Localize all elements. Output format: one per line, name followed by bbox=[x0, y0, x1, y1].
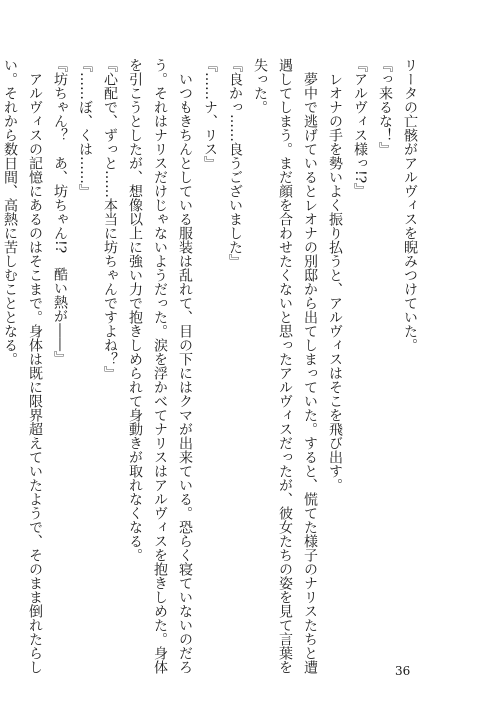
page-number: 36 bbox=[395, 664, 411, 678]
text-line: 『っ来るな！』 bbox=[377, 58, 393, 156]
text-line: を引こうとしたが、想像以上に強い力で抱きしめられて身動きが取れなくなる。 bbox=[127, 58, 143, 562]
text-line: アルヴィスの記憶にあるのはそこまで。身体は既に限界超えていたようで、そのまま倒れたらし bbox=[27, 58, 43, 674]
text-line: 『良かっ……良うございました』 bbox=[227, 58, 243, 268]
text-line: う。それはナリスだけじゃないようだった。涙を浮かべてナリスはアルヴィスを抱きしめた。身体 bbox=[152, 58, 168, 674]
text-line: 『アルヴィス様っ!?』 bbox=[352, 58, 368, 198]
text-line: 『心配で、ずっと……本当に坊ちゃんですよね？』 bbox=[102, 58, 118, 380]
text-line: 『……ナ、リス』 bbox=[202, 58, 218, 170]
text-line: リータの亡骸がアルヴィスを睨みつけていた。 bbox=[402, 58, 418, 352]
text-line: 遇してしまう。まだ顔を合わせたくないと思ったアルヴィスだったが、彼女たちの姿を見て言葉を bbox=[277, 58, 293, 674]
text-line: い。それから数日間、高熱に苦しむこととなる。 bbox=[2, 58, 18, 366]
text-line: 失った。 bbox=[252, 58, 268, 114]
text-line: 『……ぼ、くは……』 bbox=[77, 58, 93, 198]
text-line: レオナの手を勢いよく振り払うと、アルヴィスはそこを飛び出す。 bbox=[327, 58, 343, 492]
text-line: 『坊ちゃん？ あ、坊ちゃん!? 酷い熱が――』 bbox=[52, 58, 68, 366]
text-line: 夢中で逃げているとレオナの別邸から出てしまっていた。すると、慌てた様子のナリスたちと遭 bbox=[302, 58, 318, 674]
text-line: いつもきちんとしている服装は乱れて、目の下にはクマが出来ている。恐らく寝ていないのだろ bbox=[177, 58, 193, 674]
